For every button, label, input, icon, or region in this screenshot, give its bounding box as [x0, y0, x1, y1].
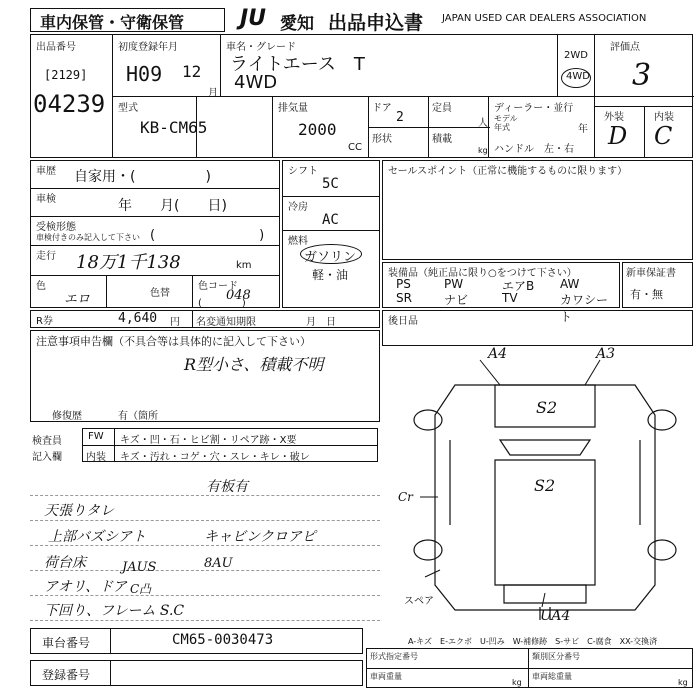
- accept-note: 車検付きのみ記入して下さい: [36, 233, 140, 242]
- fuel-circle: [300, 244, 362, 264]
- legend-row2-a: 内装: [86, 452, 106, 463]
- note-line: 8AU: [204, 556, 233, 571]
- displacement-unit: CC: [348, 142, 362, 153]
- equipment-item: エアB: [502, 279, 535, 293]
- mileage-unit: km: [236, 260, 252, 271]
- interior-label: 内装: [654, 112, 674, 123]
- fuel-alt: 軽・油: [312, 268, 349, 282]
- rule-line: [30, 495, 380, 496]
- note-line: キャビンクロアピ: [204, 529, 316, 545]
- storage-label: 車内保管・守衛保管: [40, 13, 185, 32]
- divider: [112, 96, 694, 97]
- divider: [30, 188, 280, 189]
- spare-label: スペア: [404, 596, 434, 607]
- model-name-label: 車名・グレード: [226, 42, 296, 53]
- registration-year: H09: [126, 62, 163, 86]
- color-code-value: 048: [226, 288, 251, 303]
- interior-score: C: [654, 122, 673, 150]
- chassis-label: 車台番号: [42, 636, 91, 650]
- recycle-unit: 円: [170, 317, 180, 328]
- type-label: 型式: [118, 103, 138, 114]
- aichi-label: 愛知: [280, 14, 314, 34]
- usage-label: 車歴: [36, 166, 56, 177]
- recycle-label: R券: [36, 316, 53, 327]
- dealer-year-unit: 年: [578, 124, 588, 135]
- color-paren: ( ): [198, 298, 246, 309]
- inspection-value: 年 月( 日): [118, 198, 227, 214]
- notes-label: 注意事項申告欄（不具合等は具体的に記入して下さい）: [36, 335, 311, 348]
- mark-cr: Cr: [398, 490, 413, 504]
- equipment-item: ナビ: [444, 293, 469, 307]
- divider: [30, 216, 280, 217]
- gross-weight-unit: kg: [678, 678, 688, 687]
- lot-bracket: [2129]: [44, 68, 88, 82]
- name-change-label: 名変通知期限: [196, 317, 256, 328]
- score-label: 評価点: [610, 42, 640, 53]
- load-unit: kg: [478, 146, 488, 155]
- ac-value: AC: [322, 212, 339, 228]
- equipment-label: 装備品（純正品に限り○をつけて下さい）: [388, 268, 577, 279]
- entry-label: 記入欄: [32, 452, 62, 463]
- doors-value: 2: [396, 110, 404, 125]
- load-label: 積載: [432, 134, 452, 145]
- lot-number: 04239: [33, 90, 106, 118]
- divider: [557, 34, 558, 96]
- warranty-label: 新車保証書: [626, 268, 676, 279]
- plate-label: 登録番号: [42, 668, 91, 682]
- ac-label: 冷房: [288, 202, 308, 213]
- mileage-value: 18万1千138: [76, 252, 181, 273]
- score-value: 3: [632, 58, 652, 93]
- key-legend: A-キズ E-エクボ U-凹み W-補修跡 S-サビ C-腐食 XX-交換済: [408, 637, 658, 646]
- name-change-value: 月 日: [306, 317, 336, 328]
- exterior-label: 外装: [604, 112, 624, 123]
- inspector-label: 検査員: [32, 436, 62, 447]
- equipment-item: AW: [560, 277, 580, 291]
- divider: [110, 628, 111, 654]
- model-drive-value: 4WD: [234, 72, 278, 93]
- equipment-item: TV: [502, 291, 518, 305]
- capacity-unit: 人: [478, 118, 488, 129]
- mark-a3: A3: [596, 346, 616, 362]
- note-line: 荷台床: [44, 555, 86, 571]
- divider: [110, 660, 111, 686]
- note-line: 上部バズシアト: [48, 529, 146, 545]
- rear-seat-box: [382, 310, 693, 346]
- displacement-label: 排気量: [278, 103, 308, 114]
- equipment-item: PW: [444, 277, 464, 291]
- mileage-label: 走行: [36, 251, 56, 262]
- color-code-label: 色コード: [198, 281, 238, 292]
- registration-month-suffix: 月: [208, 88, 218, 99]
- recycle-value: 4,640: [118, 311, 158, 326]
- type-value: KB-CM65: [140, 118, 208, 137]
- divider: [272, 96, 273, 158]
- inspection-label: 車検: [36, 194, 56, 205]
- exterior-score: D: [608, 122, 628, 150]
- note-line: 有板有: [206, 479, 248, 495]
- note-line: 天張りタレ: [44, 503, 114, 519]
- note-line: 下回り、フレーム S.C: [44, 603, 185, 619]
- mark-s2-mid: S2: [534, 476, 556, 495]
- color-change-label: 色替: [150, 288, 170, 299]
- equipment-item: SR: [396, 291, 412, 305]
- registration-month: 12: [182, 62, 202, 81]
- mark-ua4: UA4: [540, 608, 571, 624]
- notes-handwritten: R型小さ、積載不明: [184, 355, 324, 374]
- divider: [366, 668, 693, 669]
- divider: [282, 196, 380, 197]
- model-name-value: ライトエース T: [230, 54, 365, 75]
- form-title: 出品申込書: [328, 12, 424, 34]
- divider: [30, 275, 280, 276]
- note-line: アオリ、ドア: [44, 579, 127, 595]
- repair-value: 有（箇所: [118, 411, 158, 422]
- divider: [644, 106, 645, 158]
- legend-row1-a: FW: [88, 431, 104, 442]
- dealer-model-year: モデル 年式: [494, 114, 518, 132]
- divider: [192, 310, 193, 328]
- accept-label: 受検形態: [36, 222, 76, 233]
- registration-label: 初度登録年月: [118, 42, 178, 53]
- capacity-label: 定員: [432, 103, 452, 114]
- rule-line: [30, 520, 380, 521]
- equipment-item: カワシート: [560, 293, 609, 324]
- shape-label: 形状: [372, 134, 392, 145]
- color-label: 色: [36, 281, 46, 292]
- divider: [114, 428, 115, 462]
- class-number-label: 類別区分番号: [532, 652, 580, 661]
- accept-value: ( ): [150, 228, 265, 243]
- dealer-label: ディーラー・並行: [494, 103, 574, 114]
- fuel-label: 燃料: [288, 236, 308, 247]
- english-title: JAPAN USED CAR DEALERS ASSOCIATION: [442, 13, 647, 24]
- mark-s2-top: S2: [536, 398, 558, 417]
- chassis-value: CM65-0030473: [172, 632, 274, 648]
- note-line: JAUS: [122, 560, 157, 575]
- shape-number-label: 形式指定番号: [370, 652, 418, 661]
- note-line: C凸: [130, 582, 152, 596]
- weight-label: 車両重量: [370, 672, 402, 681]
- divider: [528, 648, 529, 688]
- displacement-value: 2000: [298, 120, 337, 139]
- sales-point-label: セールスポイント（正常に機能するものに限ります）: [388, 166, 628, 177]
- usage-value: 自家用・( ): [74, 169, 211, 185]
- repair-label: 修復歴: [52, 411, 82, 422]
- divider: [220, 34, 221, 96]
- doors-label: ドア: [372, 103, 392, 114]
- divider: [368, 127, 490, 128]
- shift-label: シフト: [288, 166, 318, 177]
- gross-weight-label: 車両総重量: [532, 672, 572, 681]
- weight-unit: kg: [512, 678, 522, 687]
- divider: [282, 230, 380, 231]
- color-value: エロ: [64, 292, 91, 307]
- rule-line: [30, 620, 380, 621]
- two-wd-label: 2WD: [564, 50, 588, 61]
- warranty-value: 有・無: [630, 288, 663, 301]
- lot-label: 出品番号: [36, 42, 76, 53]
- shift-value: 5C: [322, 176, 339, 192]
- ju-logo: JU: [240, 6, 267, 31]
- legend-row2: キズ・汚れ・コゲ・穴・スレ・キレ・破レ: [120, 452, 310, 463]
- divider: [106, 275, 107, 308]
- rear-seat-label: 後日品: [388, 316, 418, 327]
- equipment-item: PS: [396, 277, 411, 291]
- mark-a4: A4: [488, 346, 508, 362]
- legend-row1: キズ・凹・石・ヒビ割・リペア跡・X要: [120, 435, 297, 446]
- divider: [192, 275, 193, 308]
- fuel-value: ガソリン: [304, 250, 357, 265]
- four-wd-label: 4WD: [566, 71, 590, 82]
- dealer-handle: ハンドル 左・右: [494, 144, 574, 155]
- divider: [30, 245, 280, 246]
